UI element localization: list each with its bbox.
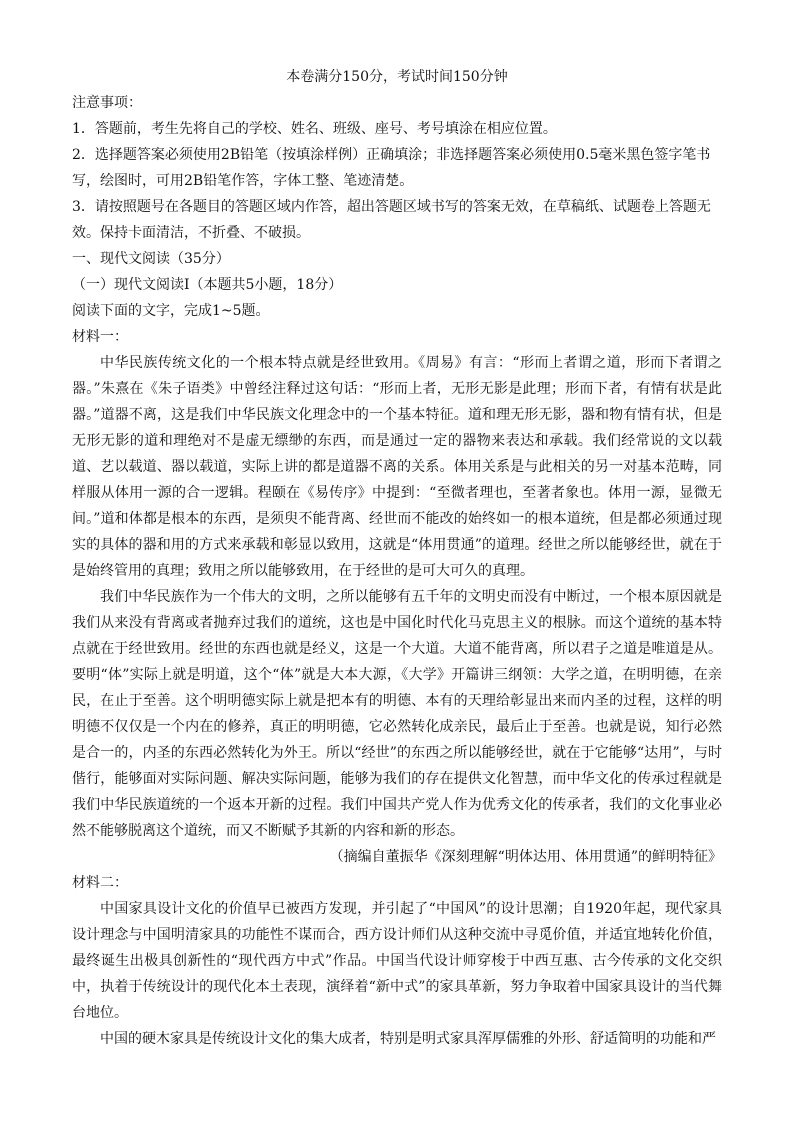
material2-paragraph-2: 中国的硬木家具是传统设计文化的集大成者，特别是明式家具浑厚儒雅的外形、舒适简明的功能和严 <box>100 1031 716 1047</box>
notice-item-3: 3．请按照题号在各题目的答题区域内作答，超出答题区域书写的答案无效，在草稿纸、试题卷上答题无效。保持卡面清洁，不折叠、不破损。 <box>72 199 711 241</box>
notice-title: 注意事项： <box>72 95 142 111</box>
material1-paragraph-1: 中华民族传统文化的一个根本特点就是经世致用。《周易》有言：“形而上者谓之道，形而下者谓之器。”朱熹在《朱子语类》中曾经注释过这句话：“形而上者，无形无影是此理；形而下者，有情有状是此器。”道器不离，这是我们中华民族文化理念中的一个基本特征。道和理无形无影，器和物有情有状，但是无形无影的道和理绝对不是虚无缥缈的东西，而是通过一定的器物来表达和承载。我们经常说的文以载道、艺以载道、器以载道，实际上讲的都是道器不离的关系。体用关系是与此相关的另一对基本范畴，同样服从体用一源的合一逻辑。程颐在《易传序》中提到：“至微者理也，至著者象也。体用一源，显微无间。”道和体都是根本的东西，是须臾不能背离、经世而不能改的始终如一的根本道统，但是都必须通过现实的具体的器和用的方式来承载和彰显以致用，这就是“体用贯通”的道理。经世之所以能够经世，就在于是始终管用的真理；致用之所以能够致用，在于经世的是可大可久的真理。 <box>72 355 722 579</box>
exam-page <box>72 64 722 1052</box>
reading-instruction: 阅读下面的文字，完成1~5题。 <box>72 303 270 319</box>
material1-label: 材料一： <box>72 329 128 345</box>
section-title: 一、现代文阅读（35分） <box>72 251 230 267</box>
exam-info: 本卷满分150分，考试时间150分钟 <box>286 69 508 85</box>
material2-label: 材料二： <box>72 875 128 891</box>
section-subtitle: （一）现代文阅读Ⅰ（本题共5小题，18分） <box>72 277 343 293</box>
notice-item-1: 1．答题前，考生先将自己的学校、姓名、班级、座号、考号填涂在相应位置。 <box>72 121 557 137</box>
notice-item-2: 2．选择题答案必须使用2B铅笔（按填涂样例）正确填涂；非选择题答案必须使用0.5毫米黑色签字笔书写，绘图时，可用2B铅笔作答，字体工整、笔迹清楚。 <box>72 147 711 189</box>
material2-paragraph-1: 中国家具设计文化的价值早已被西方发现，并引起了“中国风”的设计思潮；自1920年起，现代家具设计理念与中国明清家具的功能性不谋而合，西方设计师们从这种交流中寻觅价值，并适宜地转化价值，最终诞生出极具创新性的“现代西方中式”作品。中国当代设计师穿梭于中西互惠、古今传承的文化交织中，执着于传统设计的现代化本土表现，演绎着“新中式”的家具革新，努力争取着中国家具设计的当代舞台地位。 <box>72 901 722 1021</box>
material1-paragraph-2: 我们中华民族作为一个伟大的文明，之所以能够有五千年的文明史而没有中断过，一个根本原因就是我们从来没有背离或者抛弃过我们的道统，这也是中国化时代化马克思主义的根脉。而这个道统的基本特点就在于经世致用。经世的东西也就是经义，这是一个大道。大道不能背离，所以君子之道是唯道是从。要明“体”实际上就是明道，这个“体”就是大本大源，《大学》开篇讲三纲领：大学之道，在明明德，在亲民，在止于至善。这个明明德实际上就是把本有的明德、本有的天理给彰显出来而内圣的过程，这样的明明德不仅仅是一个内在的修养，真正的明明德，它必然转化成亲民，最后止于至善。也就是说，知行必然是合一的，内圣的东西必然转化为外王。所以“经世”的东西之所以能够经世，就在于它能够“达用”，与时偕行，能够面对实际问题、解决实际问题，能够为我们的存在提供文化智慧，而中华文化的传承过程就是我们中华民族道统的一个返本开新的过程。我们中国共产党人作为优秀文化的传承者，我们的文化事业必然不能够脱离这个道统，而又不断赋予其新的内容和新的形态。 <box>72 589 722 839</box>
material1-source: （摘编自董振华《深刻理解“明体达用、体用贯通”的鲜明特征》 <box>329 849 722 865</box>
